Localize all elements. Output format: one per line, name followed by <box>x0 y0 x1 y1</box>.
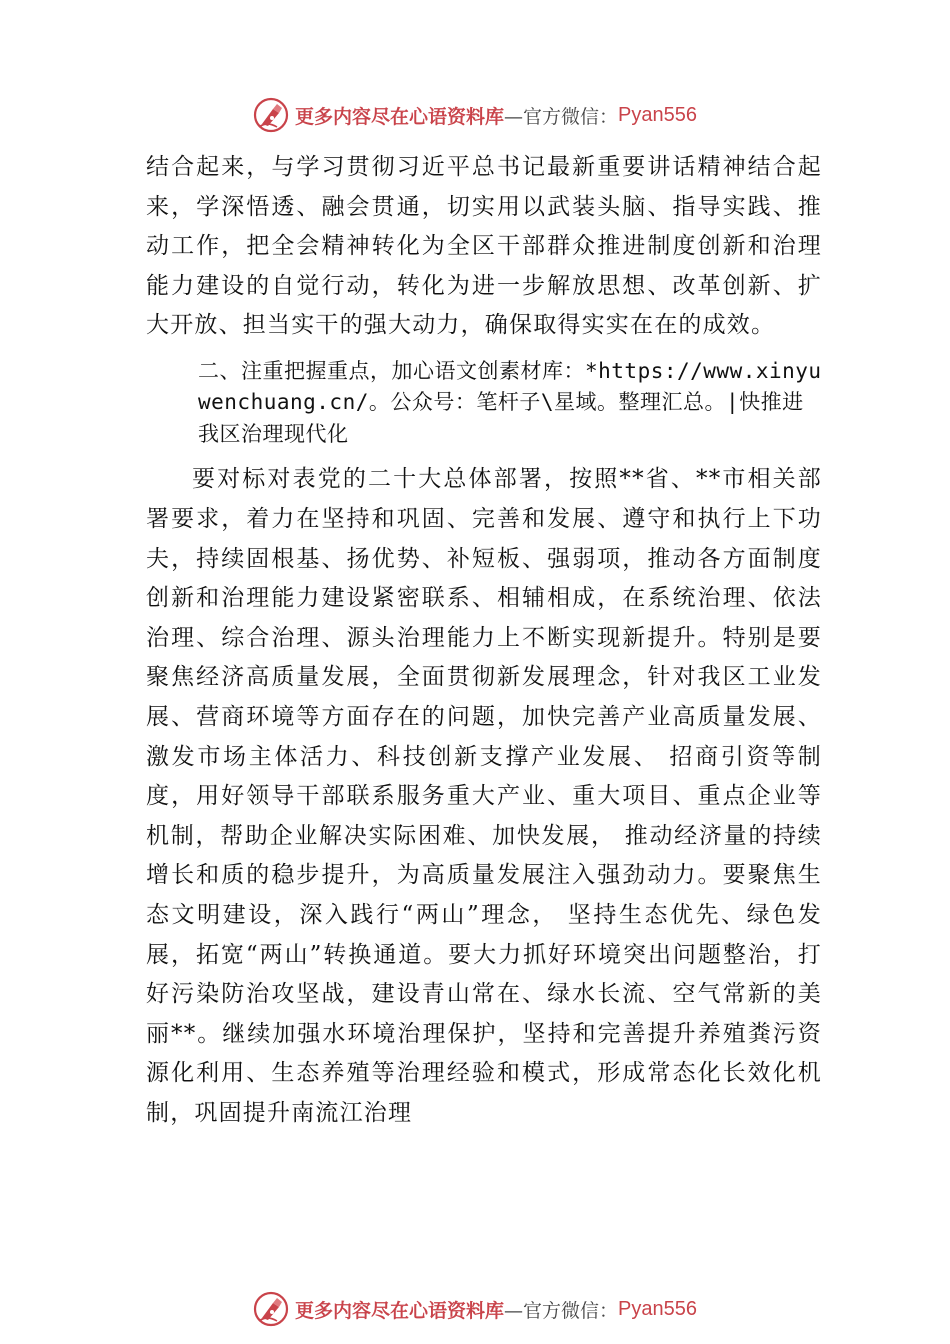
header-banner <box>0 93 950 137</box>
banner-wechat-id: Pyan556 <box>618 1297 697 1320</box>
pen-nib-logo-icon <box>253 97 289 133</box>
section-heading-2: 二、注重把握重点，加心语文创素材库：*https://www.xinyuwenchuang.cn/。公众号：笔杆子\星域。整理汇总。|快推进我区治理现代化 <box>198 358 822 446</box>
banner-sub-text: —官方微信： <box>504 105 619 128</box>
pen-nib-logo-icon <box>253 1291 289 1327</box>
footer-banner <box>0 1287 950 1331</box>
paragraph-2: 要对标对表党的二十大总体部署，按照**省、**市相关部署要求，着力在坚持和巩固、完善和发展、遵守和执行上下功夫，持续固根基、扬优势、补短板、强弱项，推动各方面制度创新和治理能力建设紧密联系、相辅相成，在系统治理、依法治理、综合治理、源头治理能力上不断实现新提升。特别是要聚焦经济高质量发展，全面贯彻新发展理念，针对我区工业发展、营商环境等方面存在的问题，加快完善产业高质量发展、激发市场主体活力、科技创新支撑产业发展、 招商引资等制度，用好领导干部联系服务重大产业、重大项目、重点企业等机制，帮助企业解决实际困难、加快发展， 推动经济量的持续增长和质的稳步提升，为高质量发展注入强劲动力。要聚焦生态文明建设，深入践行“两山”理念， 坚持生态优先、绿色发展，拓宽“两山”转换通道。要大力抓好环境突出问题整治，打好污染防治攻坚战，建设青山常在、绿水长流、空气常新的美丽**。继续加强水环境治理保护，坚持和完善提升养殖粪污资源化利用、生态养殖等治理经验和模式，形成常态化长效化机制，巩固提升南流江治理 <box>146 466 822 1126</box>
banner-wechat-id: Pyan556 <box>618 103 697 126</box>
banner-main-text: 更多内容尽在心语资料库 <box>295 105 505 128</box>
banner-main-text: 更多内容尽在心语资料库 <box>295 1299 505 1322</box>
banner-sub-text: —官方微信： <box>504 1299 619 1322</box>
document-body <box>146 148 822 1134</box>
paragraph-1: 结合起来，与学习贯彻习近平总书记最新重要讲话精神结合起来，学深悟透、融会贯通，切实用以武装头脑、指导实践、推动工作，把全会精神转化为全区干部群众推进制度创新和治理能力建设的自觉行动，转化为进一步解放思想、改革创新、扩大开放、担当实干的强大动力，确保取得实实在在的成效。 <box>146 154 822 339</box>
